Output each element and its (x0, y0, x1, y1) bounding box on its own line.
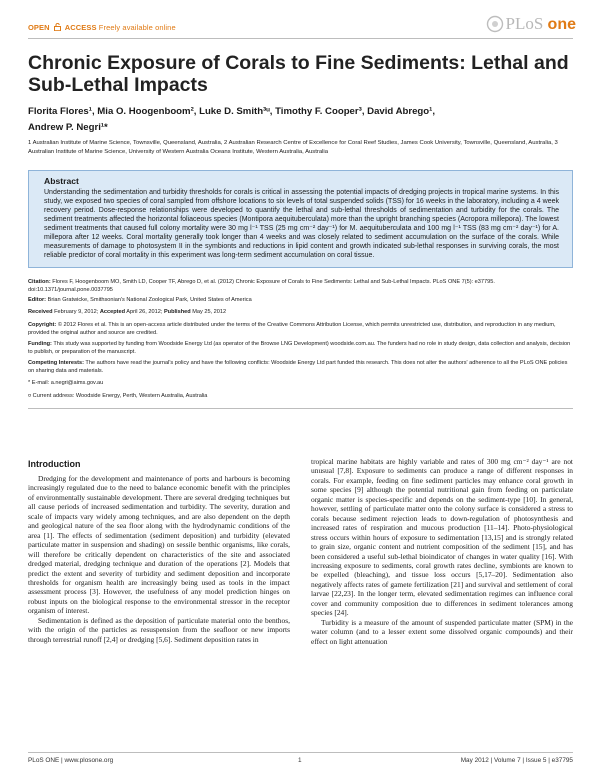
copyright-text: © 2012 Flores et al. This is an open-access article distributed under the terms of the Creative Commons Attribution License, which permits unrestricted use, distribution, and reproduction in any medium, provided the original author and source are credited. (28, 322, 556, 336)
dates (28, 309, 573, 317)
plos-wordmark: PLoS (505, 14, 544, 33)
authors-line-1: Florita Flores¹, Mia O. Hoogenboom², Luke D. Smith³ᵘ, Timothy F. Cooper³, David Abrego¹, (28, 106, 436, 117)
meta-rule (28, 408, 573, 409)
published-label: Published (163, 309, 191, 315)
citation-text: Flores F, Hoogenboom MO, Smith LD, Cooper TF, Abrego D, et al. (2012) Chronic Exposure of Corals to Fine Sediments: Lethal and Sub-Lethal Impacts. PLoS ONE 7(5): e37795. doi:10.1371/journal.pone.0037795 (28, 279, 495, 293)
competing-text: The authors have read the journal's policy and have the following conflicts: Woodside Energy Ltd part funded this research. This does not alter the authors' adherence to all the PLoS ONE policies on sharing data and materials. (28, 360, 568, 374)
footer-rule (28, 752, 573, 753)
received-label: Received (28, 309, 53, 315)
page-number: 1 (298, 757, 302, 764)
open-access-lock-icon (54, 23, 61, 31)
current-address: ¤ Current address: Woodside Energy, Perth, Western Australia, Australia (28, 393, 208, 399)
plos-logo-icon (486, 15, 504, 33)
abstract-text: Understanding the sedimentation and turbidity thresholds for corals is critical in assessing the potential impacts of dredging projects in tropical marine systems. In this study, we exposed two species of coral sampled from offshore locations to six levels of total suspended solids (TSS) for 16 weeks in the laboratory, including a 4 week recovery period. Dose-response relationships were developed to quantify the lethal and sub-lethal thresholds of sedimentation and turbidity for the corals. The sediment treatments affected the horizontal foliaceous species (Montipora aequituberculata) more than the upright branching species (Acropora millepora). The lowest sediment treatments that caused full colony mortality were 30 mg l⁻¹ TSS (25 mg cm⁻² day⁻¹) for M. aequituberculata and 100 mg l⁻¹ TSS (83 mg cm⁻² day⁻¹) for A. millepora after 12 weeks. Coral mortality generally took longer than 4 weeks and was closely related to sediment accumulation on the surface of the corals. While measurements of damage to photosystem II in the symbionts and reductions in lipid content and growth indicated sub-lethal responses in surviving corals, the most reliable predictor of coral mortality in this experiment was long-term sediment accumulation on coral tissue. (44, 189, 559, 259)
introduction-heading: Introduction (28, 459, 81, 469)
open-access-banner (28, 23, 176, 32)
competing-interests (28, 360, 573, 376)
open-label: OPEN (28, 23, 50, 32)
plos-one-logo (486, 14, 577, 34)
funding (28, 341, 573, 357)
email: * E-mail: a.negri@aims.gov.au (28, 380, 104, 386)
journal-header (0, 0, 600, 36)
funding-label: Funding: (28, 341, 52, 347)
editor-text: Brian Gratwicke, Smithsonian's National Zoological Park, United States of America (47, 297, 252, 303)
accepted-label: Accepted (99, 309, 126, 315)
intro-paragraph-4: Turbidity is a measure of the amount of suspended particulate matter (SPM) in the water column (and to a lesser extent some dissolved organic compounds) and their effect on light attenuation (311, 617, 573, 646)
header-rule (28, 38, 573, 39)
affiliations: 1 Australian Institute of Marine Science, Townsville, Queensland, Australia, 2 Australian Research Centre of Excellence for Coral Reef Studies, James Cook University, Townsville, Queensland, Australia, 3 Australian Institute of Marine Science, University of Western Australia Oceans Institute, Western Australia, Australia (28, 140, 558, 155)
left-column (28, 474, 290, 644)
authors-line-2: Andrew P. Negri¹* (28, 122, 108, 133)
right-column (311, 457, 573, 646)
competing-label: Competing Interests: (28, 360, 84, 366)
abstract-heading: Abstract (44, 176, 79, 186)
one-wordmark: one (547, 16, 576, 33)
citation-label: Citation: (28, 279, 51, 285)
author-list (28, 104, 573, 136)
footer-issue: May 2012 | Volume 7 | Issue 5 | e37795 (460, 757, 573, 764)
accepted-date: April 26, 2012; (126, 309, 163, 315)
intro-paragraph-3: tropical marine habitats are highly variable and rates of 300 mg cm⁻² day⁻¹ are not unusual [7,8]. Exposure to sediments can produce a range of different responses in corals. For example, feeding on fine sediment particles may enhance coral growth in some species [9] although the potential nutritional gain from feeding on particulate organic matter is species-specific and depends on the sediment-type [10]. In general, however, settling of particulate matter onto the colony surface is considered a stress to corals because sediment rejection leads to down-regulation of photosynthesis and increased rates of respiration and mucous production [11–14]. Photo-physiological stress occurs within hours of exposure to sedimentation [13,15] and is strongly related to grain size, organic content and nutrient composition of the sediment [15], and has been considered a useful sub-lethal bioindicator of changes in water quality [16]. With increasing exposure to sediments, coral growth rates decline, symbionts are known to be expelled (bleaching), and tissue loss occurs [5,17–20]. Sedimentation also negatively affects rates of gamete fertilization [21] and survival and settlement of coral larvae [22,23]. In the longer term, elevated sedimentation regimes can influence coral cover and community composition due to differences in sediment tolerances among species [24]. (311, 457, 573, 618)
copyright (28, 322, 573, 338)
intro-paragraph-2: Sedimentation is defined as the deposition of particulate material onto the benthos, with the origin of the particles as resuspension from the seafloor or new imports through terrestrial runoff [2,4] or dredging [5,6]. Sediment deposition rates in (28, 615, 290, 644)
copyright-label: Copyright: (28, 322, 57, 328)
funding-text: This study was supported by funding from Woodside Energy Ltd (as operator of the Browse LNG Development) woodside.com.au. The funders had no role in study design, data collection and analysis, decision to publish, or preparation of the manuscript. (28, 341, 571, 355)
freely-available-label: Freely available online (98, 23, 176, 32)
received-date: February 9, 2012; (54, 309, 99, 315)
access-label: ACCESS (64, 23, 97, 32)
intro-paragraph-1: Dredging for the development and maintenance of ports and harbours is becoming increasingly regulated due to the need to balance economic benefit with the principles of environmentally sustainable development. There are several dredging techniques but all cause periods of increased sedimentation and turbidity. The severity, duration and scale of impacts vary widely among techniques, and are also dependent on the depth and geological nature of the sea floor along with the hydrodynamic conditions of the area [1]. The effects of sedimentation (sediment deposition) and turbidity (elevated particulate matter in suspension and shading) on sessile benthic organisms, like corals, will therefore be critically dependent on characteristics of the site and associated dredged material, dredging technique and duration of the operations [2]. Models that predict the extent and severity of turbidity and sediment deposition and incorporate thresholds for organism health are increasingly being used as tools in the impact assessment process [3]. However, the usefulness of any model prediction hinges on robust inputs on the biological response to the environmental stressor in the receptor organism of interest. (28, 474, 290, 616)
footer-journal: PLoS ONE | www.plosone.org (28, 757, 114, 764)
editor-label: Editor: (28, 297, 47, 303)
editor (28, 297, 573, 305)
article-title: Chronic Exposure of Corals to Fine Sediments: Lethal and Sub-Lethal Impacts (28, 52, 569, 96)
citation (28, 279, 573, 295)
published-date: May 25, 2012 (192, 309, 227, 315)
